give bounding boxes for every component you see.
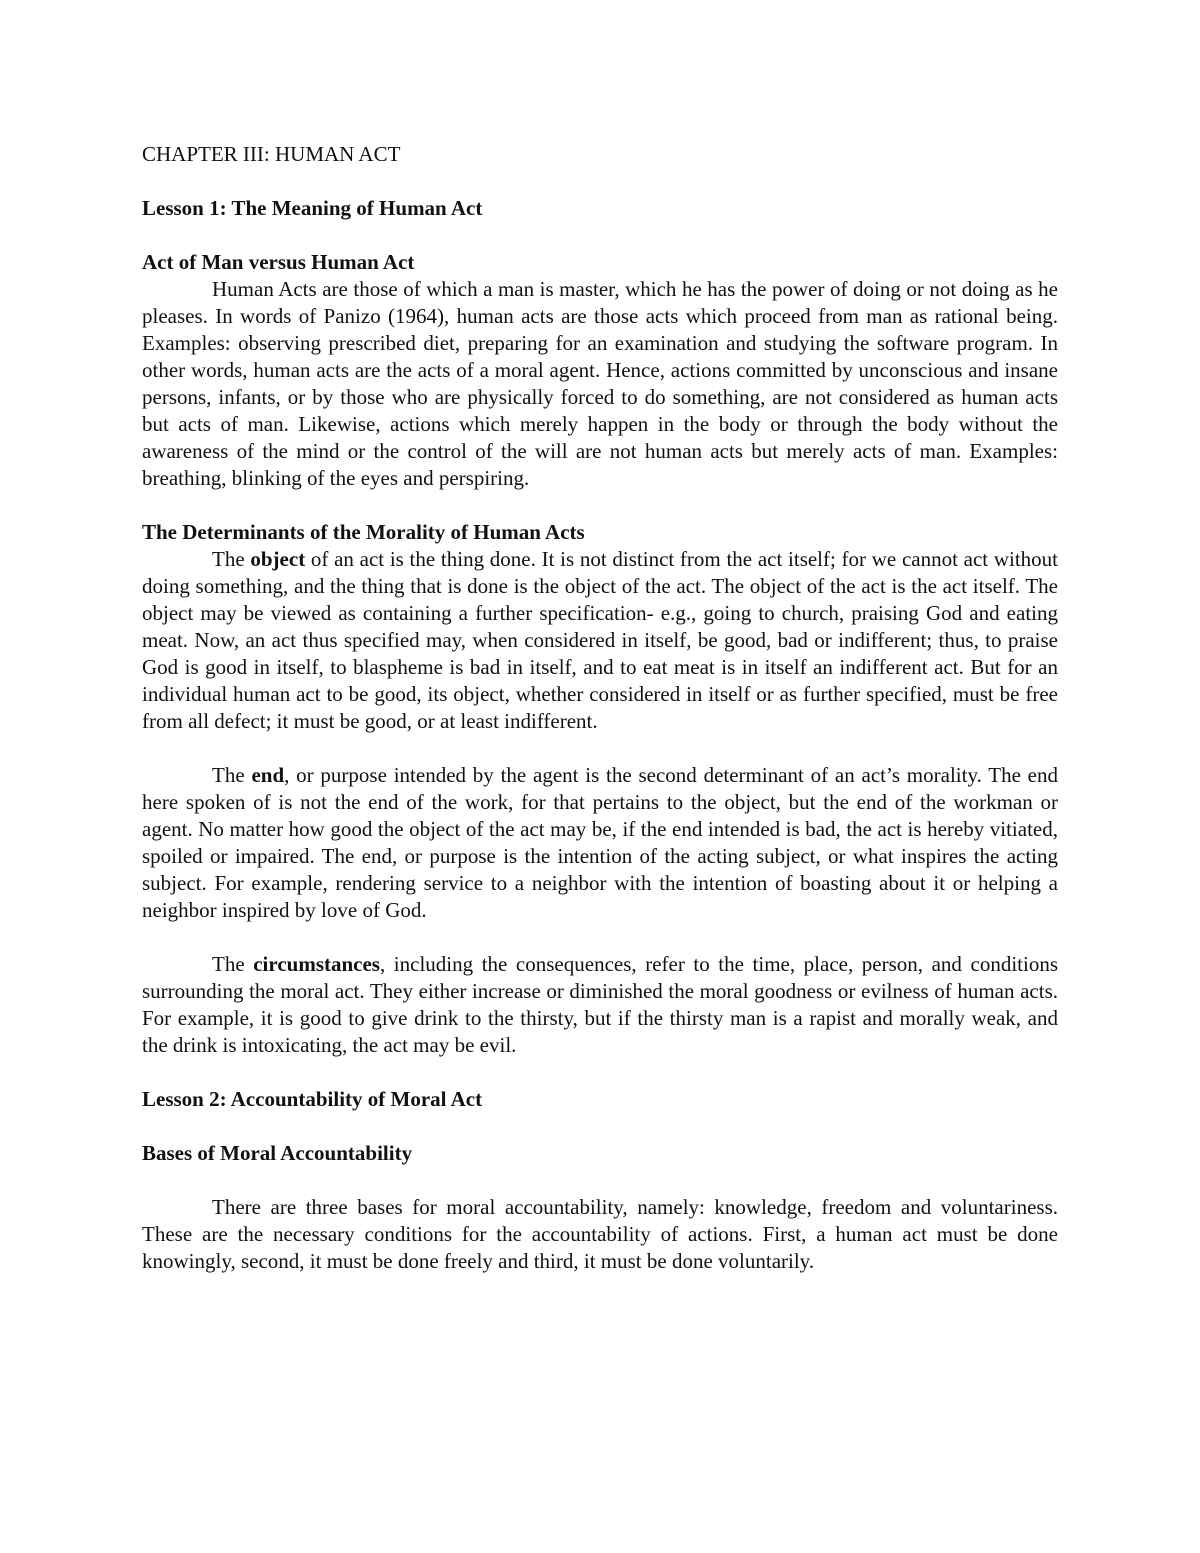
lesson-1-title: Lesson 1: The Meaning of Human Act: [142, 196, 483, 220]
spacer: [142, 1167, 1058, 1194]
paragraph-object: [142, 546, 1058, 735]
paragraph-object-text: of an act is the thing done. It is not distinct from the act itself; for we cannot act without doing something, and the thing that is done is the object of the act. The object of the act is the act itself. The object may be viewed as containing a further specification- e.g., going to church, praising God and eating meat. Now, an act thus specified may, when considered in itself, be good, bad or indifferent; thus, to praise God is good in itself, to blaspheme is bad in itself, and to eat meat is in itself an indifferent act. But for an individual human act to be good, its object, whether considered in itself or as further specified, must be free from all defect; it must be good, or at least indifferent.: [142, 547, 1059, 733]
paragraph-object-lead: The: [212, 547, 251, 571]
spacer: [142, 1059, 1058, 1086]
paragraph-bases: There are three bases for moral accountability, namely: knowledge, freedom and voluntariness. These are the necessary conditions for the accountability of actions. First, a human act must be done knowingly, second, it must be done freely and third, it must be done voluntarily.: [142, 1195, 1058, 1273]
paragraph-end-lead: The: [212, 763, 252, 787]
section-bases-title: Bases of Moral Accountability: [142, 1141, 413, 1165]
chapter-title: CHAPTER III: HUMAN ACT: [142, 142, 401, 166]
spacer: [142, 924, 1058, 951]
paragraph-end-text: , or purpose intended by the agent is the second determinant of an act’s morality. The end here spoken of is not the end of the work, for that pertains to the object, but the end of the workman or agent. No matter how good the object of the act may be, if the end intended is bad, the act is hereby vitiated, spoiled or impaired. The end, or purpose is the intention of the acting subject, or what inspires the acting subject. For example, rendering service to a neighbor with the intention of boasting about it or helping a neighbor inspired by love of God.: [142, 763, 1058, 922]
paragraph-circumstances: [142, 951, 1058, 1059]
spacer: [142, 735, 1058, 762]
paragraph-human-acts: Human Acts are those of which a man is master, which he has the power of doing or not doing as he pleases. In words of Panizo (1964), human acts are those acts which proceed from man as rational being. Examples: observing prescribed diet, preparing for an examination and studying the software program. In other words, human acts are the acts of a moral agent. Hence, actions committed by unconscious and insane persons, infants, or by those who are physically forced to do something, are not considered as human acts but acts of man. Likewise, actions which merely happen in the body or through the body without the awareness of the mind or the control of the will are not human acts but merely acts of man. Examples: breathing, blinking of the eyes and perspiring.: [142, 277, 1058, 490]
document-page: [142, 141, 1058, 1275]
paragraph-circumstances-lead: The: [212, 952, 254, 976]
paragraph-end: [142, 762, 1058, 924]
lesson-2-title: Lesson 2: Accountability of Moral Act: [142, 1087, 483, 1111]
term-circumstances: circumstances: [253, 952, 380, 976]
term-end: end: [251, 763, 285, 787]
term-object: object: [250, 547, 306, 571]
paragraph-circumstances-text: , including the consequences, refer to the time, place, person, and conditions surrounding the moral act. They either increase or diminished the moral goodness or evilness of human acts. For example, it is good to give drink to the thirsty, but if the thirsty man is a rapist and morally weak, and the drink is intoxicating, the act may be evil.: [142, 952, 1059, 1057]
section-act-of-man-title: Act of Man versus Human Act: [142, 250, 415, 274]
section-determinants-title: The Determinants of the Morality of Human Acts: [142, 520, 585, 544]
spacer: [142, 492, 1058, 519]
